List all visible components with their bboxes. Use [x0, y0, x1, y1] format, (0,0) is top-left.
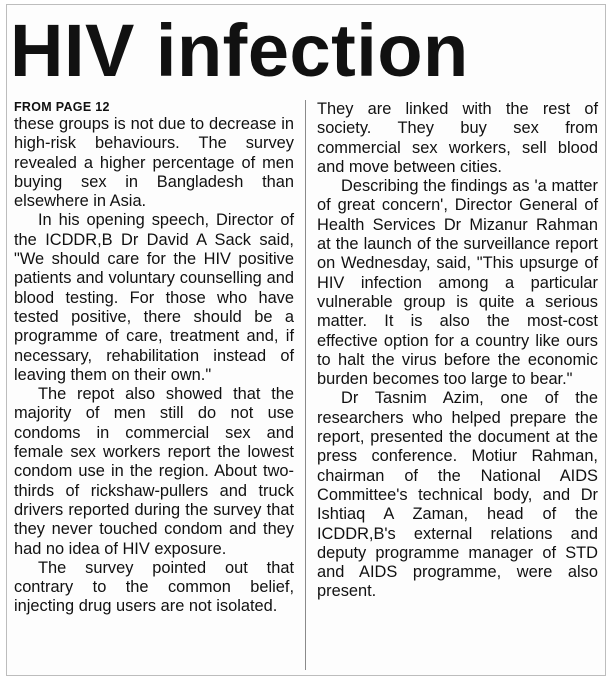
- paragraph-drug-users: The survey pointed out that contrary to the common belief, injecting drug users are not isolated.: [14, 558, 294, 616]
- paragraph-press-conference: Dr Tasnim Azim, one of the researchers who helped prepare the report, presented the document at the press conference. Motiur Rahman, chairman of the National AIDS Committee's technical body, and Dr Ishtiaq A Zaman, head of the ICDDR,B's external relations and deputy programme manager of STD and AIDS programme, were also present.: [317, 389, 598, 601]
- paragraph-opening-speech: In his opening speech, Director of the ICDDR,B Dr David A Sack said, "We should care for the HIV positive patients and voluntary counselling and blood testing. For those who have tested positive, there should be a programme of care, treatment and, if necessary, rehabilitation instead of leaving them on their own.": [14, 211, 294, 384]
- jump-line: FROM PAGE 12: [14, 100, 110, 114]
- paragraph-continuation: these groups is not due to decrease in high-risk behaviours. The survey revealed a higher percentage of men buying sex in Bangladesh than elsewhere in Asia.: [14, 115, 294, 211]
- headline: HIV infection: [10, 9, 469, 92]
- column-divider: [305, 100, 306, 670]
- paragraph-condom-use: The repot also showed that the majority of men still do not use condoms in commercial sex and female sex workers report the lowest condom use in the region. About two-thirds of rickshaw-pullers and truck drivers reported during the survey that they never touched condom and they had no idea of HIV exposure.: [14, 385, 294, 558]
- paragraph-society-links: They are linked with the rest of society. They buy sex from commercial sex workers, sell blood and move between cities.: [317, 100, 598, 176]
- article-column-left: [14, 100, 294, 617]
- article-column-right: [317, 100, 598, 602]
- paragraph-director-general: Describing the findings as 'a matter of great concern', Director General of Health Services Dr Mizanur Rahman at the launch of the surveillance report on Wednesday, said, "This upsurge of HIV infection among a particular vulnerable group is quite a serious matter. It is also the most-cost effective option for a country like ours to halt the virus before the economic burden becomes too large to bear.": [317, 177, 598, 389]
